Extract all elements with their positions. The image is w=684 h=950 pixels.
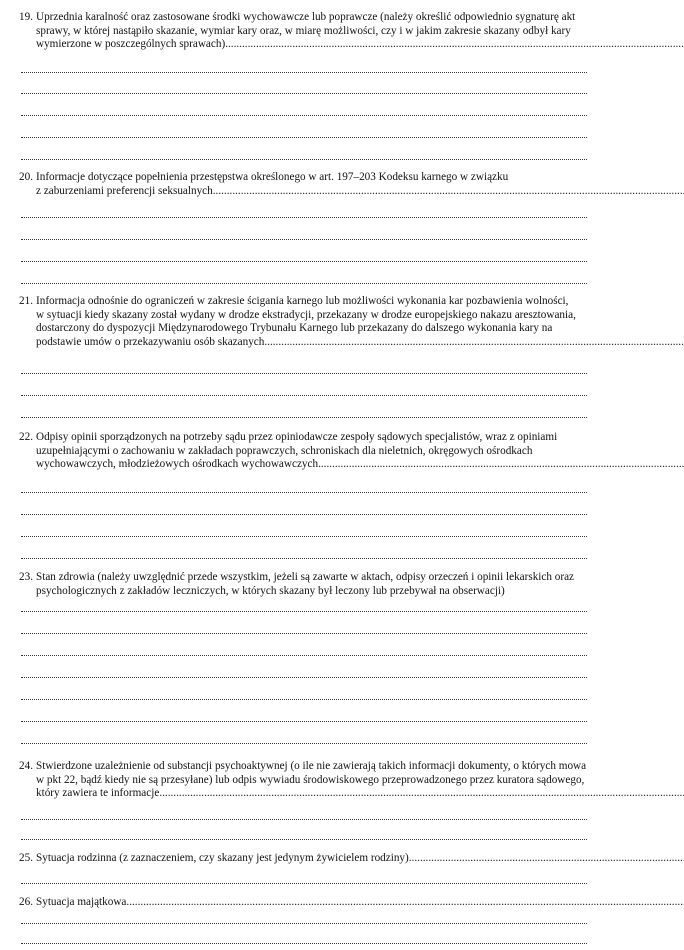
answer-dotted-line[interactable] (21, 654, 587, 656)
section-number: 24. (19, 760, 33, 772)
section-22 (19, 431, 605, 472)
answer-dotted-line[interactable] (21, 742, 587, 744)
section-26 (19, 896, 605, 910)
answer-dotted-line[interactable] (21, 92, 587, 94)
answer-dotted-line[interactable] (21, 394, 587, 396)
section-number: 25. (19, 852, 33, 864)
section-number: 22. (19, 431, 33, 443)
answer-dotted-line[interactable] (21, 535, 587, 537)
answer-dotted-line[interactable] (21, 136, 587, 138)
section-number: 20. (19, 171, 33, 183)
section-text-line: Sytuacja rodzinna (z zaznaczeniem, czy skazany jest jedynym żywicielem rodziny) (36, 852, 409, 864)
answer-dotted-line[interactable] (21, 238, 587, 240)
answer-dotted-line[interactable] (21, 557, 587, 559)
answer-dotted-line[interactable] (21, 610, 587, 612)
section-text-line: Stwierdzone uzależnienie od substancji psychoaktywnej (o ile nie zawierają takich informacji dokumenty, o których mowa (36, 760, 587, 772)
answer-dotted-line[interactable] (21, 372, 587, 374)
answer-dotted-line[interactable] (225, 38, 684, 52)
section-text-line: Informacja odnośnie do ograniczeń w zakresie ścigania karnego lub możliwości wykonania kar pozbawienia wolności, (36, 295, 569, 307)
answer-dotted-line[interactable] (21, 698, 587, 700)
answer-dotted-line[interactable] (21, 632, 587, 634)
section-21 (19, 295, 605, 349)
section-20 (19, 171, 605, 198)
section-text-line: Uprzednia karalność oraz zastosowane środki wychowawcze lub poprawcze (należy określić odpowiednio sygnaturę akt (36, 11, 576, 23)
answer-dotted-line[interactable] (21, 818, 587, 820)
answer-dotted-line[interactable] (21, 282, 587, 284)
answer-dotted-line[interactable] (21, 216, 587, 218)
answer-dotted-line[interactable] (21, 491, 587, 493)
answer-dotted-line[interactable] (21, 882, 587, 884)
section-number: 23. (19, 571, 33, 583)
section-text-line: w pkt 22, bądź kiedy nie są przesyłane) lub odpis wywiadu środowiskowego przeprowadzonego przez kuratora sądowego, (36, 773, 585, 786)
answer-dotted-line[interactable] (213, 185, 684, 199)
section-text-line: wymierzone w poszczególnych sprawach) (36, 38, 226, 50)
section-text-line: Sytuacja majątkowa (36, 896, 127, 908)
section-text-line: który zawiera te informacje (36, 787, 160, 799)
answer-dotted-line[interactable] (21, 416, 587, 418)
answer-dotted-line[interactable] (21, 260, 587, 262)
answer-dotted-line[interactable] (21, 158, 587, 160)
section-23 (19, 571, 605, 598)
section-24 (19, 760, 605, 801)
answer-dotted-line[interactable] (21, 513, 587, 515)
answer-dotted-line[interactable] (21, 720, 587, 722)
section-text-line: Odpisy opinii sporządzonych na potrzeby sądu przez opiniodawcze zespoły sądowych specjalistów, wraz z opiniami (36, 431, 558, 443)
answer-dotted-line[interactable] (409, 852, 684, 866)
section-number: 21. (19, 295, 33, 307)
answer-dotted-line[interactable] (159, 787, 684, 801)
section-25 (19, 852, 605, 866)
answer-dotted-line[interactable] (264, 336, 684, 350)
answer-dotted-line[interactable] (21, 942, 587, 944)
section-text-line: z zaburzeniami preferencji seksualnych (36, 184, 213, 197)
answer-dotted-line[interactable] (21, 676, 587, 678)
answer-dotted-line[interactable] (126, 896, 684, 910)
section-text-line: sprawy, w której nastąpiło skazanie, wymiar kary oraz, w miarę możliwości, czy i w jakim zakresie skazany odbył kary (36, 24, 571, 37)
section-text-line: Informacje dotyczące popełnienia przestępstwa określonego w art. 197–203 Kodeksu karnego w związku (36, 171, 509, 183)
section-19 (19, 11, 605, 52)
section-number: 19. (19, 11, 33, 23)
section-text-line: uzupełniającymi o zachowaniu w zakładach poprawczych, schroniskach dla nieletnich, okręgowych ośrodkach (36, 444, 533, 457)
section-text-line: psychologicznych z zakładów leczniczych, w których skazany był leczony lub przebywał na obserwacji) (36, 584, 505, 597)
answer-dotted-line[interactable] (318, 458, 684, 472)
answer-dotted-line[interactable] (21, 71, 587, 73)
section-text-line: w sytuacji kiedy skazany został wydany w drodze ekstradycji, przekazany w drodze europejskiego nakazu aresztowania, (36, 308, 576, 321)
section-number: 26. (19, 896, 33, 908)
answer-dotted-line[interactable] (21, 114, 587, 116)
section-text-line: wychowawczych, młodzieżowych ośrodkach wychowawczych (36, 458, 319, 470)
section-text-line: Stan zdrowia (należy uwzględnić przede wszystkim, jeżeli są zawarte w aktach, odpisy orzeczeń i opinii lekarskich oraz (36, 571, 575, 583)
section-text-line: podstawie umów o przekazywaniu osób skazanych (36, 335, 265, 348)
answer-dotted-line[interactable] (21, 838, 587, 840)
answer-dotted-line[interactable] (21, 922, 587, 924)
section-text-line: dostarczony do dyspozycji Międzynarodowego Trybunału Karnego lub przekazany do dalszego wykonania kary na (36, 322, 553, 334)
